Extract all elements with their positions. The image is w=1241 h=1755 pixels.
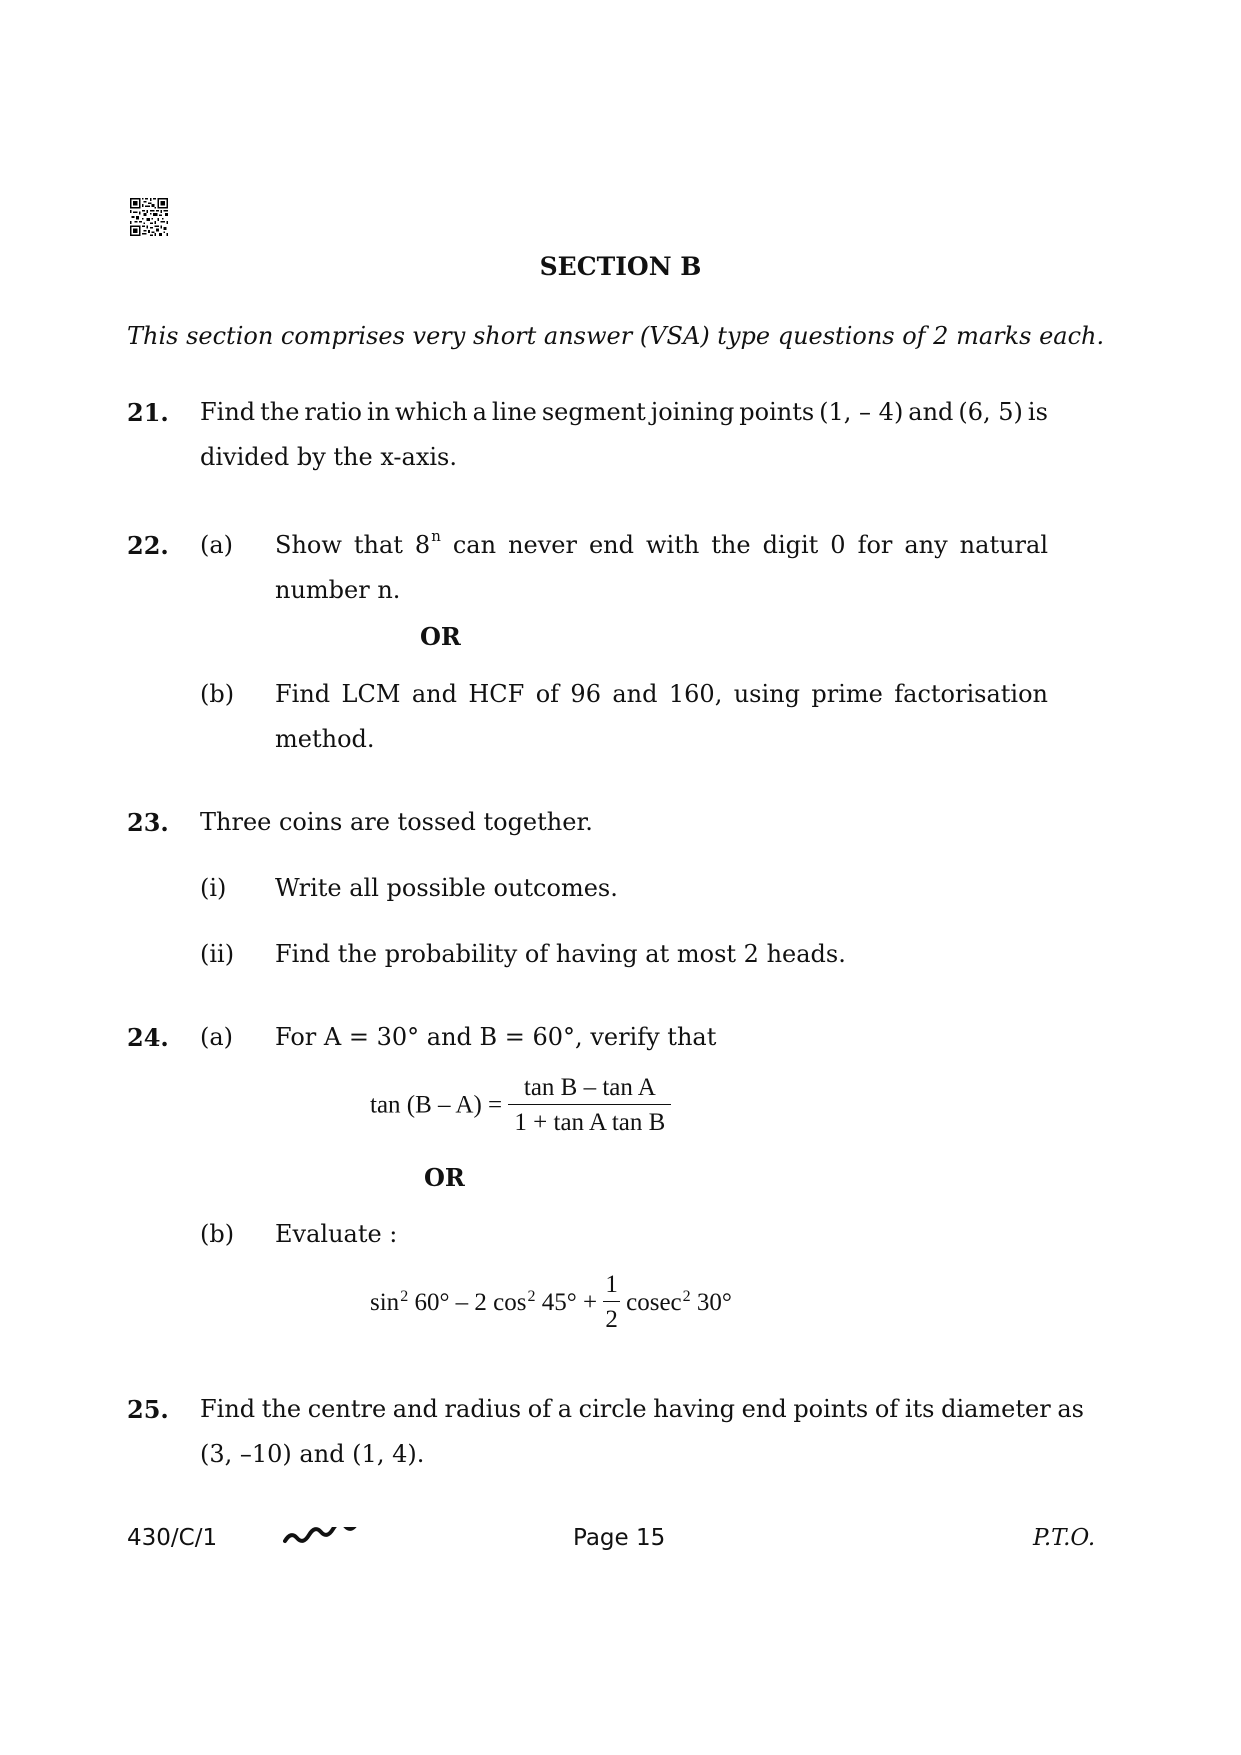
part-label: (a) [200, 531, 234, 559]
or-label: OR [424, 1163, 465, 1192]
part-label: (i) [200, 874, 227, 902]
equation-fraction [508, 1074, 671, 1137]
fraction-denominator: 1 + tan A tan B [514, 1109, 666, 1136]
part-label: (b) [200, 1220, 235, 1248]
question-number: 23. [127, 808, 169, 837]
q21-line1: Find the ratio in which a line segment joining points (1, – 4) and (6, 5) is [200, 398, 1048, 426]
q23-part-ii: Find the probability of having at most 2 heads. [275, 940, 846, 968]
q22a-line1: Show that 8$^n$ can never end with the digit 0 for any natural [275, 527, 1048, 559]
part-label: (b) [200, 680, 235, 708]
half-fraction: $\frac{1}{2}$ [605, 1271, 618, 1333]
q24a-text: For A = 30° and B = 60°, verify that [275, 1023, 717, 1051]
section-intro: This section comprises very short answer (VSA) type questions of 2 marks each. [127, 322, 1105, 350]
pto-label: P.T.O. [1033, 1525, 1096, 1551]
question-number: 22. [127, 531, 169, 560]
q24a-equation [370, 1074, 671, 1137]
paper-code: 430/C/1 [127, 1525, 218, 1551]
q21-line2: divided by the x-axis. [200, 443, 458, 471]
q25-line1: Find the centre and radius of a circle having end points of its diameter as [200, 1395, 1084, 1423]
q23-stem: Three coins are tossed together. [200, 808, 593, 836]
equation-lhs: tan (B – A) = [370, 1091, 503, 1119]
q22a-line2: number n. [275, 576, 401, 604]
question-number: 25. [127, 1395, 169, 1424]
q23-part-i: Write all possible outcomes. [275, 874, 618, 902]
part-label: (a) [200, 1023, 234, 1051]
q25-line2: (3, –10) and (1, 4). [200, 1440, 425, 1468]
part-label: (ii) [200, 940, 235, 968]
qr-code [130, 198, 168, 236]
or-label: OR [420, 622, 461, 651]
q22b-line1: Find LCM and HCF of 96 and 160, using prime factorisation [275, 680, 1048, 708]
q24b-expression: $\sin^2 60^\circ - 2$ $\cos^2 45^\circ$ + $\frac{1}{2}$ cosec$^2$ 30° [370, 1271, 732, 1333]
tilde-ornament [283, 1527, 383, 1549]
fraction-numerator: tan B – tan A [508, 1074, 671, 1105]
page-number: Page 15 [573, 1525, 666, 1551]
q22b-line2: method. [275, 725, 375, 753]
question-number: 21. [127, 398, 169, 427]
section-title: SECTION B [539, 252, 702, 281]
question-number: 24. [127, 1023, 169, 1052]
q24b-text: Evaluate : [275, 1220, 398, 1248]
